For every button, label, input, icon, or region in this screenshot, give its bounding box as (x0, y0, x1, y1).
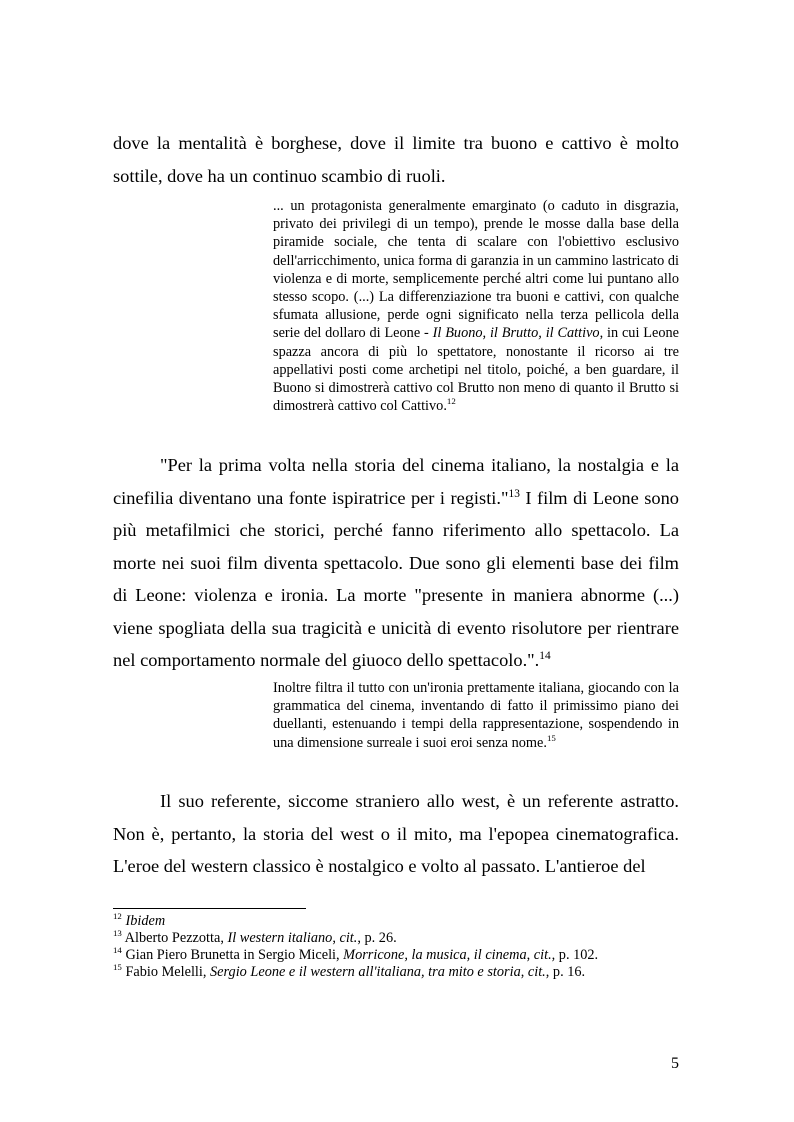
body-paragraph-1: dove la mentalità è borghese, dove il limite tra buono e cattivo è molto sottile, dove ha un continuo scambio di ruoli. (113, 133, 679, 186)
footnote-italic: Ibidem (125, 913, 166, 929)
footnote-text: p. 102. (555, 947, 599, 963)
paragraph-2-text-b: I film di Leone sono più metafilmici che storici, perché fanno riferimento allo spettacolo. La morte nei suoi film diventa spettacolo. Due sono gli elementi base dei film di Leone: violenza e ironia. La morte "presente in maniera abnorme (...) viene spogliata della sua tragicità e unicità di evento risolutore per rientrare nel comportamento normale del giuoco dello spettacolo.". (113, 487, 679, 670)
footnote-text: Alberto Pezzotta, (124, 930, 228, 946)
footnote-number: 12 (113, 911, 122, 922)
body-paragraph-2 (113, 449, 679, 677)
footnote-number: 13 (113, 928, 122, 939)
footnote-text: , (526, 947, 534, 963)
footnote-ref-12[interactable]: 12 (446, 396, 456, 407)
footnote-13 (113, 930, 683, 947)
footnote-italic: Il western italiano (227, 930, 333, 946)
footnote-ref-15[interactable]: 15 (546, 732, 556, 743)
footnotes-list (113, 913, 683, 981)
footnote-ref-14[interactable]: 14 (539, 649, 551, 662)
footnote-separator (113, 908, 306, 909)
footnote-text: , (332, 930, 340, 946)
footnote-ref-13[interactable]: 13 (508, 487, 520, 500)
footnote-14 (113, 947, 683, 964)
footnote-italic: cit. (339, 930, 358, 946)
paragraph-2-text-a: "Per la prima volta nella storia del cinema italiano, la nostalgia e la cinefilia diventano una fonte ispiratrice per i registi." (113, 455, 679, 508)
quote-2-text: Inoltre filtra il tutto con un'ironia prettamente italiana, giocando con la grammatica del cinema, inventando di fatto il primissimo piano dei duellanti, estenuando i tempi della rappresentazione, sospendendo in una dimensione surreale i suoi eroi senza nome. (273, 680, 679, 751)
footnote-italic: Sergio Leone e il western all'italiana, tra mito e storia (210, 964, 521, 980)
footnote-italic: cit. (527, 964, 546, 980)
footnote-12 (113, 913, 683, 930)
footnote-number: 14 (113, 945, 122, 956)
block-quote-2 (273, 679, 679, 752)
quote-1-text-a: ... un protagonista generalmente emarginato (o caduto in disgrazia, privato dei privilegi di un tempo), prende le mosse dalla base della piramide sociale, che tenta di scalare con l'obiettivo esclusivo dell'arricchimento, unica forma di garanzia in un cammino lastricato di violenza e di morte, semplicemente perché altri come lui puntano allo stesso scopo. (...) La differenziazione tra buoni e cattivi, con qualche sfumata allusione, perde ogni significato nella terza pellicola della serie del dollaro di Leone - (273, 198, 679, 342)
quote-1-film-title: Il Buono, il Brutto, il Cattivo (432, 325, 600, 342)
block-quote-1 (273, 197, 679, 415)
footnote-text: , p. 26. (357, 930, 397, 946)
quote-1-text-b: , in cui Leone spazza ancora di più lo spettatore, nonostante il ricorso ai tre appellativi posti come archetipi nel titolo, poiché, a ben guardare, il Buono si dimostrerà cattivo col Brutto non meno di quanto il Brutto si dimostrerà cattivo col Cattivo. (273, 325, 679, 415)
footnote-15 (113, 964, 683, 981)
body-paragraph-3: Il suo referente, siccome straniero allo west, è un referente astratto. Non è, pertanto, la storia del west o il mito, ma l'epopea cinematografica. L'eroe del western classico è nostalgico e volto al passato. L'antieroe del (113, 791, 679, 876)
page-number: 5 (671, 1055, 679, 1072)
footnote-text: , p. 16. (545, 964, 586, 980)
footnote-text: Fabio Melelli, (125, 964, 211, 980)
footnote-italic: cit., (533, 947, 556, 963)
footnote-text: , (520, 964, 528, 980)
footnote-text: Gian Piero Brunetta in Sergio Miceli, (125, 947, 344, 963)
footnote-number: 15 (113, 962, 122, 973)
footnote-italic: Morricone, la musica, il cinema (343, 947, 527, 963)
